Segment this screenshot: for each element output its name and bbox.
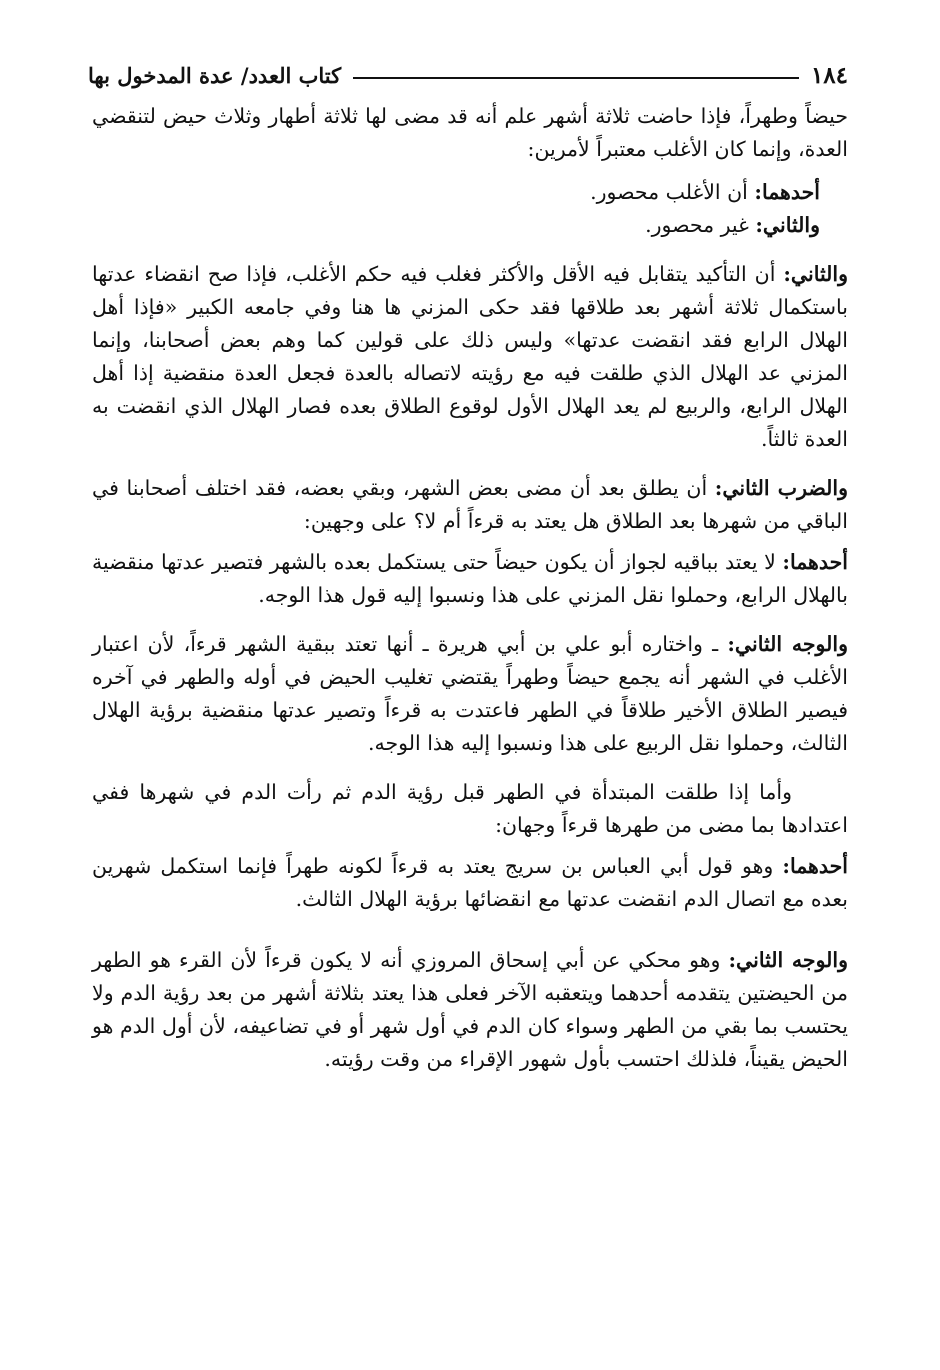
paragraph-lead: أحدهما: xyxy=(782,854,848,878)
running-title: كتاب العدد/ عدة المدخول بها xyxy=(88,62,342,88)
paragraph xyxy=(92,776,848,842)
paragraph xyxy=(92,850,848,916)
paragraph-lead: أحدهما: xyxy=(754,180,820,204)
paragraph-text: أن يطلق بعد أن مضى بعض الشهر، وبقي بعضه، فقد اختلف أصحابنا في الباقي من شهرها بعد الطلاق هل يعتد به قرءاً أم لا؟ على وجهين: xyxy=(92,476,848,533)
page-number: ١٨٤ xyxy=(810,61,848,89)
paragraph xyxy=(92,258,848,456)
paragraph-text: غير محصور. xyxy=(645,213,756,237)
paragraph-lead: والثاني: xyxy=(783,262,848,286)
paragraph xyxy=(92,176,848,209)
paragraph-text: أن الأغلب محصور. xyxy=(590,180,755,204)
paragraph xyxy=(92,546,848,612)
paragraph-lead: أحدهما: xyxy=(782,550,848,574)
paragraph-text: وهو قول أبي العباس بن سريج يعتد به قرءاً لكونه طهراً فإنما استكمل شهرين بعده مع اتصال الدم انقضت عدتها مع انقضائها برؤية الهلال الثالث. xyxy=(92,854,848,911)
page-body xyxy=(92,100,848,1092)
paragraph-text: لا يعتد بباقيه لجواز أن يكون حيضاً حتى يستكمل بعده بالشهر فتصير عدتها منقضية بالهلال الرابع، وحملوا نقل المزني على هذا ونسبوا إليه قول هذا الوجه. xyxy=(92,550,848,607)
paragraph-lead: والوجه الثاني: xyxy=(727,632,848,656)
paragraph-text: أن التأكيد يتقابل فيه الأقل والأكثر فغلب فيه حكم الأغلب، فإذا صح انقضاء عدتها باستكمال ثلاثة أشهر بعد طلاقها فقد حكى المزني ها هنا وفي جامعه الكبير «فإذا أهل الهلال الرابع فقد انقضت عدتها» وليس ذلك على قولين كما وهم بعض أصحابنا، وإنما المزني عد الهلال الذي طلقت فيه مع رؤيته لاتصاله بالعدة فجعل العدة منقضية إذا أهل الهلال الرابع، والربيع لم يعد الهلال الأول لوقوع الطلاق بعده فصار الهلال الذي انقضت به العدة ثالثاً. xyxy=(92,262,848,451)
paragraph-lead: والضرب الثاني: xyxy=(714,476,848,500)
paragraph xyxy=(92,472,848,538)
paragraph-lead: والوجه الثاني: xyxy=(728,948,848,972)
paragraph-text: ـ واختاره أبو علي بن أبي هريرة ـ أنها تعتد ببقية الشهر قرءاً، لأن اعتبار الأغلب في الشهر أنه يجمع حيضاً وطهراً يقتضي تغليب الحيض في أوله والطهر في آخره فيصير الطلاق الأخير طلاقاً في الطهر فاعتدت به قرءاً وتصير عدتها منقضية برؤية الهلال الثالث، وحملوا نقل الربيع على هذا ونسبوا إليه هذا الوجه. xyxy=(92,632,848,755)
paragraph-text: وهو محكي عن أبي إسحاق المروزي أنه لا يكون قرءاً لأن القرء هو الطهر من الحيضتين يتقدمه أحدهما ويتعقبه الآخر فعلى هذا يعتد بثلاثة أشهر من بعد رؤية الدم ولا يحتسب بما بقي من الطهر وسواء كان الدم في أول شهر أو في تضاعيفه، لأن أول الدم هو الحيض يقيناً، فلذلك احتسب بأول شهور الإقراء من وقت رؤيته. xyxy=(92,948,848,1071)
paragraph-text: حيضاً وطهراً، فإذا حاضت ثلاثة أشهر علم أنه قد مضى لها ثلاثة أطهار وثلاث حيض لتنقضي العدة، وإنما كان الأغلب معتبراً لأمرين: xyxy=(92,104,848,161)
paragraph-text: وأما إذا طلقت المبتدأة في الطهر قبل رؤية الدم ثم رأت الدم في شهرها ففي اعتدادها بما مضى من طهرها قرءاً وجهان: xyxy=(92,780,848,837)
paragraph xyxy=(92,100,848,166)
header-rule xyxy=(353,77,799,79)
paragraph xyxy=(92,628,848,760)
page-header xyxy=(88,58,848,92)
paragraph xyxy=(92,209,848,242)
paragraph xyxy=(92,944,848,1076)
paragraph-lead: والثاني: xyxy=(755,213,820,237)
